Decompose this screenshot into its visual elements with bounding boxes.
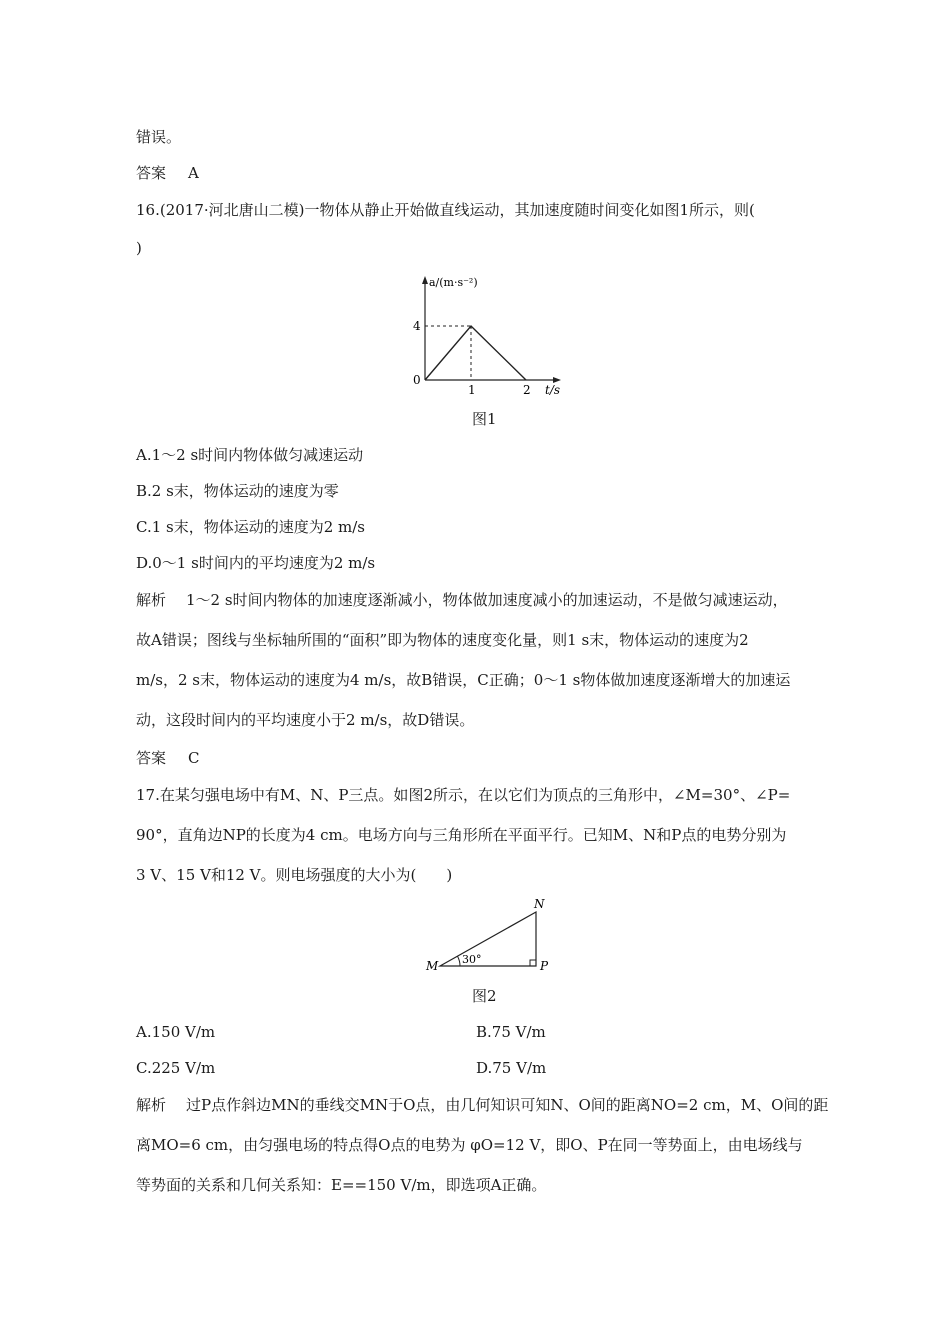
prev-tail-text: 错误。: [136, 128, 182, 146]
q17-stem-line3: 3 V、15 V和12 V。则电场强度的大小为( ): [136, 866, 453, 884]
q17-option-c: C.225 V/m: [136, 1059, 216, 1077]
answer-label: 答案: [136, 164, 167, 182]
analysis-text: 1～2 s时间内物体的加速度逐渐减小，物体做加速度减小的加速运动，不是做匀减速运动，: [186, 591, 788, 609]
q16-option-c: C.1 s末，物体运动的速度为2 m/s: [136, 518, 366, 536]
q16-stem-line1: [136, 200, 755, 220]
q16-answer: [136, 748, 200, 768]
label-n: N: [534, 898, 545, 911]
question-stem: 在某匀强电场中有M、N、P三点。如图2所示，在以它们为顶点的三角形中，∠M=30°、∠P=: [159, 786, 791, 804]
q16-stem-line2: ): [136, 239, 142, 257]
q17-analysis-line2: 离MO=6 cm，由匀强电场的特点得O点的电势为 φO=12 V，即O、P在同一等势面上，由电场线与: [136, 1136, 803, 1154]
y-axis-label: a/(m·s⁻²): [429, 276, 478, 289]
q17-option-b: B.75 V/m: [476, 1023, 546, 1041]
q17-triangle-diagram: [420, 898, 560, 978]
label-m: M: [426, 959, 439, 973]
x-tick-1: 1: [468, 383, 476, 397]
q16-analysis-line3: m/s，2 s末，物体运动的速度为4 m/s，故B错误，C正确；0～1 s物体做加速度逐渐增大的加速运: [136, 671, 791, 689]
q16-analysis-line2: 故A错误；图线与坐标轴所围的“面积”即为物体的速度变化量，则1 s末，物体运动的速度为2: [136, 631, 749, 649]
analysis-text: 过P点作斜边MN的垂线交MN于O点，由几何知识可知N、O间的距离NO=2 cm，M、O间的距: [186, 1096, 829, 1114]
q16-option-d: D.0～1 s时间内的平均速度为2 m/s: [136, 554, 376, 572]
answer-value: A: [188, 164, 199, 182]
analysis-label: 解析: [136, 591, 167, 609]
q16-option-a: A.1～2 s时间内物体做匀减速运动: [136, 446, 364, 464]
question-number: 16.: [136, 201, 160, 219]
q16-option-b: B.2 s末，物体运动的速度为零: [136, 482, 339, 500]
angle-label: 30°: [462, 953, 482, 966]
label-p: P: [540, 959, 549, 973]
figure2-caption: 图2: [472, 987, 497, 1005]
q17-stem-line2: 90°，直角边NP的长度为4 cm。电场方向与三角形所在平面平行。已知M、N和P点的电势分别为: [136, 826, 787, 844]
origin-label: 0: [413, 373, 421, 387]
q17-stem-line1: [136, 785, 790, 805]
analysis-label: 解析: [136, 1096, 167, 1114]
x-axis-label: t/s: [545, 383, 561, 397]
q17-option-a: A.150 V/m: [136, 1023, 216, 1041]
q17-option-d: D.75 V/m: [476, 1059, 547, 1077]
question-stem: (2017·河北唐山二模)一物体从静止开始做直线运动，其加速度随时间变化如图1所示，则(: [159, 201, 755, 219]
q17-analysis-line3: 等势面的关系和几何关系知：E==150 V/m，即选项A正确。: [136, 1176, 547, 1194]
y-tick-4: 4: [413, 319, 421, 333]
x-tick-2: 2: [523, 383, 531, 397]
q16-acceleration-graph: [395, 268, 575, 402]
q17-analysis-line1: [136, 1095, 828, 1115]
question-number: 17.: [136, 786, 160, 804]
prev-answer: [136, 163, 199, 183]
figure1-caption: 图1: [472, 410, 497, 428]
q16-analysis-line4: 动，这段时间内的平均速度小于2 m/s，故D错误。: [136, 711, 475, 729]
answer-label: 答案: [136, 749, 167, 767]
q16-analysis-line1: [136, 590, 788, 610]
answer-value: C: [188, 749, 200, 767]
